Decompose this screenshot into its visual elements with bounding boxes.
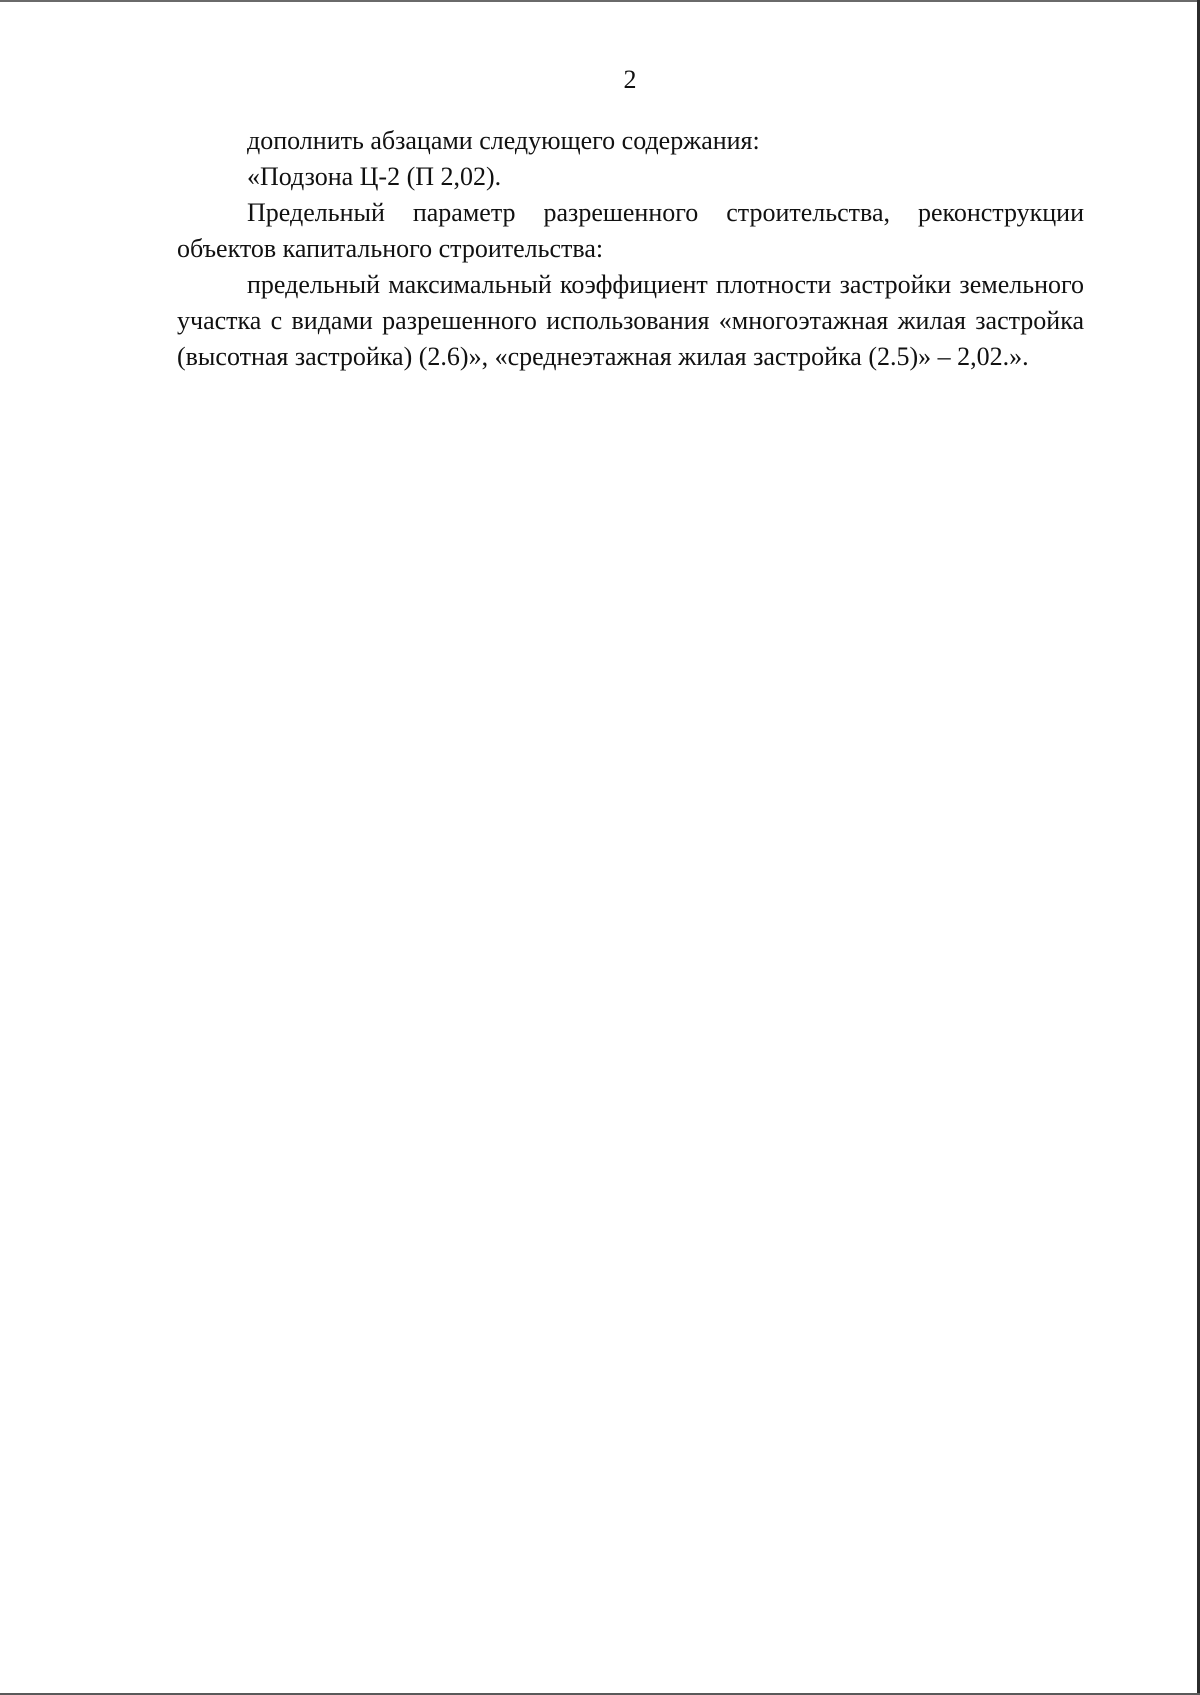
document-body <box>177 123 1084 375</box>
page-number: 2 <box>623 65 637 94</box>
paragraph-subzone: «Подзона Ц-2 (П 2,02). <box>247 162 502 191</box>
paragraph-parameter: Предельный параметр разрешенного строительства, реконструкции объектов капитального строительства: <box>177 198 1084 263</box>
paragraph-coefficient: предельный максимальный коэффициент плотности застройки земельного участка с видами разрешенного использования «многоэтажная жилая застройка (высотная застройка) (2.6)», «среднеэтажная жилая застройка (2.5)» – 2,02.». <box>177 270 1084 371</box>
scan-edge-top <box>0 0 1200 2</box>
paragraph-intro: дополнить абзацами следующего содержания: <box>247 126 760 155</box>
